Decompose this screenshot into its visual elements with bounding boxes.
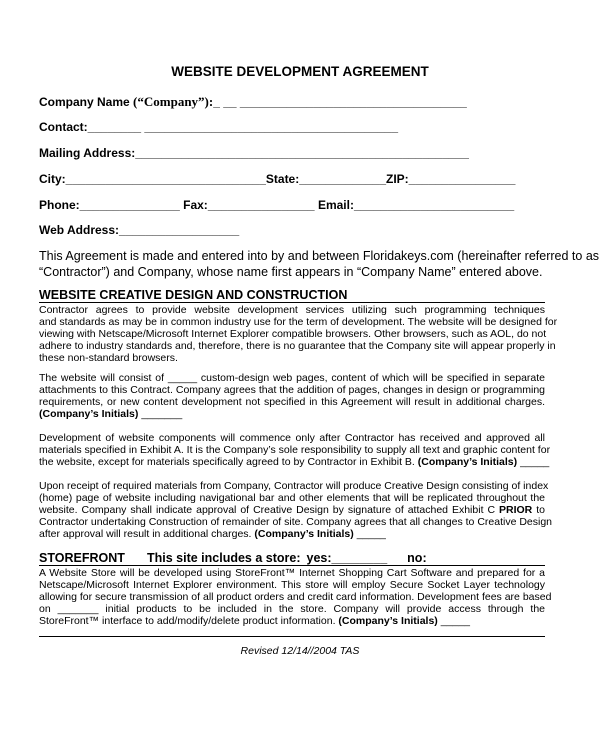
city-label: City: xyxy=(39,172,66,186)
contact-blank[interactable]: ________ ______________________________________ xyxy=(87,120,399,134)
initials-label: (Company’s Initials) xyxy=(39,408,139,420)
storefront-paragraph xyxy=(39,567,552,627)
initials-blank[interactable]: _____ xyxy=(440,615,470,627)
text-line: requirements, or new content development not specified in this Agreement will result in additional charges. xyxy=(39,396,545,408)
storefront-heading: STOREFRONT xyxy=(39,551,125,565)
initials-blank[interactable]: _______ xyxy=(141,408,183,420)
state-label: State: xyxy=(265,172,300,186)
document-title: WEBSITE DEVELOPMENT AGREEMENT xyxy=(171,64,429,79)
design-paragraph-2 xyxy=(39,372,545,420)
fax-blank[interactable]: ________________ xyxy=(207,198,315,212)
text-line: the website, except for materials specifically agreed to by Contractor in Exhibit B. xyxy=(39,456,415,468)
text-line: viewing with Netscape/Microsoft Internet Explorer compatible browsers. Other browsers, such as AOL, do not xyxy=(39,328,547,340)
mailing-address-label: Mailing Address: xyxy=(39,146,136,160)
initials-line xyxy=(39,408,545,420)
initials-label: (Company’s Initials) xyxy=(417,456,518,468)
footer-divider xyxy=(39,636,545,637)
phone-fax-email-row xyxy=(39,198,514,212)
text-segment: website. Company shall indicate approval of Creative Design by signature of attached Exhibit C xyxy=(39,504,496,516)
company-name-row xyxy=(39,94,467,110)
web-address-row xyxy=(39,223,239,237)
revision-note: Revised 12/14//2004 TAS xyxy=(240,645,360,657)
mailing-address-blank[interactable]: __________________________________________________ xyxy=(135,146,469,160)
initials-line xyxy=(39,456,550,468)
phone-blank[interactable]: _______________ xyxy=(79,198,180,212)
divider xyxy=(39,302,545,303)
company-name-label: Company Name xyxy=(39,95,130,109)
company-name-value: (“Company”): xyxy=(133,94,214,109)
storefront-heading-row xyxy=(39,551,427,565)
text-line: The website will consist of _____ custom-design web pages, content of which will be specified in separate xyxy=(39,372,545,384)
contact-label: Contact: xyxy=(39,120,88,134)
initials-blank[interactable]: _____ xyxy=(356,528,386,540)
yes-blank[interactable]: ________ xyxy=(331,551,388,565)
text-line: Netscape/Microsoft Internet Explorer environment. This store will employ Secure Socket Layer technology xyxy=(39,579,545,591)
text-line: Upon receipt of required materials from Company, Contractor will produce Creative Design consisting of index xyxy=(39,480,549,492)
store-includes-label: This site includes a store: xyxy=(147,551,301,565)
initials-blank[interactable]: _____ xyxy=(520,456,550,468)
text-line xyxy=(39,504,545,516)
contact-row xyxy=(39,120,398,134)
zip-label: ZIP: xyxy=(386,172,409,186)
email-label: Email: xyxy=(317,198,354,212)
text-line: materials specified in Exhibit A. It is the Company’s sole responsibility to supply all text and graphic content for xyxy=(39,444,551,456)
text-line: StoreFront™ interface to add/modify/delete product information. xyxy=(39,615,336,627)
intro-line: “Contractor”) and Company, whose name first appears in “Company Name” entered above. xyxy=(39,265,543,279)
text-line: allowing for secure transmission of all product orders and credit card information. Development fees are based xyxy=(39,591,552,603)
divider xyxy=(39,565,545,566)
company-name-blank[interactable]: _ __ __________________________________ xyxy=(213,95,467,109)
city-blank[interactable]: ______________________________ xyxy=(65,172,266,186)
initials-line xyxy=(39,528,545,540)
text-segment: to xyxy=(536,504,545,516)
web-address-blank[interactable]: __________________ xyxy=(119,223,240,237)
intro-line: This Agreement is made and entered into by and between Floridakeys.com (hereinafter referred to as xyxy=(39,249,600,263)
text-line: adhere to industry standards and, therefore, there is no guarantee that the Company site will appear properly in xyxy=(39,340,556,352)
state-blank[interactable]: _____________ xyxy=(299,172,386,186)
initials-label: (Company’s Initials) xyxy=(338,615,438,627)
text-line: A Website Store will be developed using StoreFront™ Internet Shopping Cart Software and prepared for a xyxy=(39,567,545,579)
text-line: attachments to this Contract. Company agrees that the addition of pages, changes in design or programming xyxy=(39,384,545,396)
design-paragraph-4 xyxy=(39,480,553,540)
initials-line xyxy=(39,615,545,627)
text-line: and standards as may be in common industry use for the term of development. The website will be designed for xyxy=(39,316,558,328)
design-paragraph-1 xyxy=(39,304,558,364)
no-label: no: xyxy=(407,551,427,565)
design-paragraph-3 xyxy=(39,432,551,468)
city-state-zip-row xyxy=(39,172,515,186)
text-line: (home) page of website including navigational bar and other elements that will be replicated throughout the xyxy=(39,492,545,504)
text-line: after approval will result in additional charges. xyxy=(39,528,252,540)
zip-blank[interactable]: ________________ xyxy=(408,172,516,186)
section-heading-design: WEBSITE CREATIVE DESIGN AND CONSTRUCTION xyxy=(39,288,348,302)
yes-label: yes: xyxy=(306,551,332,565)
text-line: on _______ initial products to be included in the store. Company will provide access through the xyxy=(39,603,545,615)
email-blank[interactable]: ________________________ xyxy=(353,198,515,212)
phone-label: Phone: xyxy=(39,198,80,212)
initials-label: (Company’s Initials) xyxy=(254,528,354,540)
text-line: Contractor agrees to provide website development services utilizing such programming techniques xyxy=(39,304,545,316)
fax-label: Fax: xyxy=(183,198,208,212)
text-line: Development of website components will commence only after Contractor has received and approved all xyxy=(39,432,545,444)
text-line: Contractor undertaking Construction of remainder of site. Company agrees that all changes to Creative Design xyxy=(39,516,553,528)
prior-emphasis: PRIOR xyxy=(499,504,533,516)
web-address-label: Web Address: xyxy=(39,223,120,237)
intro-paragraph xyxy=(39,248,599,280)
text-line: these non-standard browsers. xyxy=(39,352,178,364)
mailing-address-row xyxy=(39,146,469,160)
